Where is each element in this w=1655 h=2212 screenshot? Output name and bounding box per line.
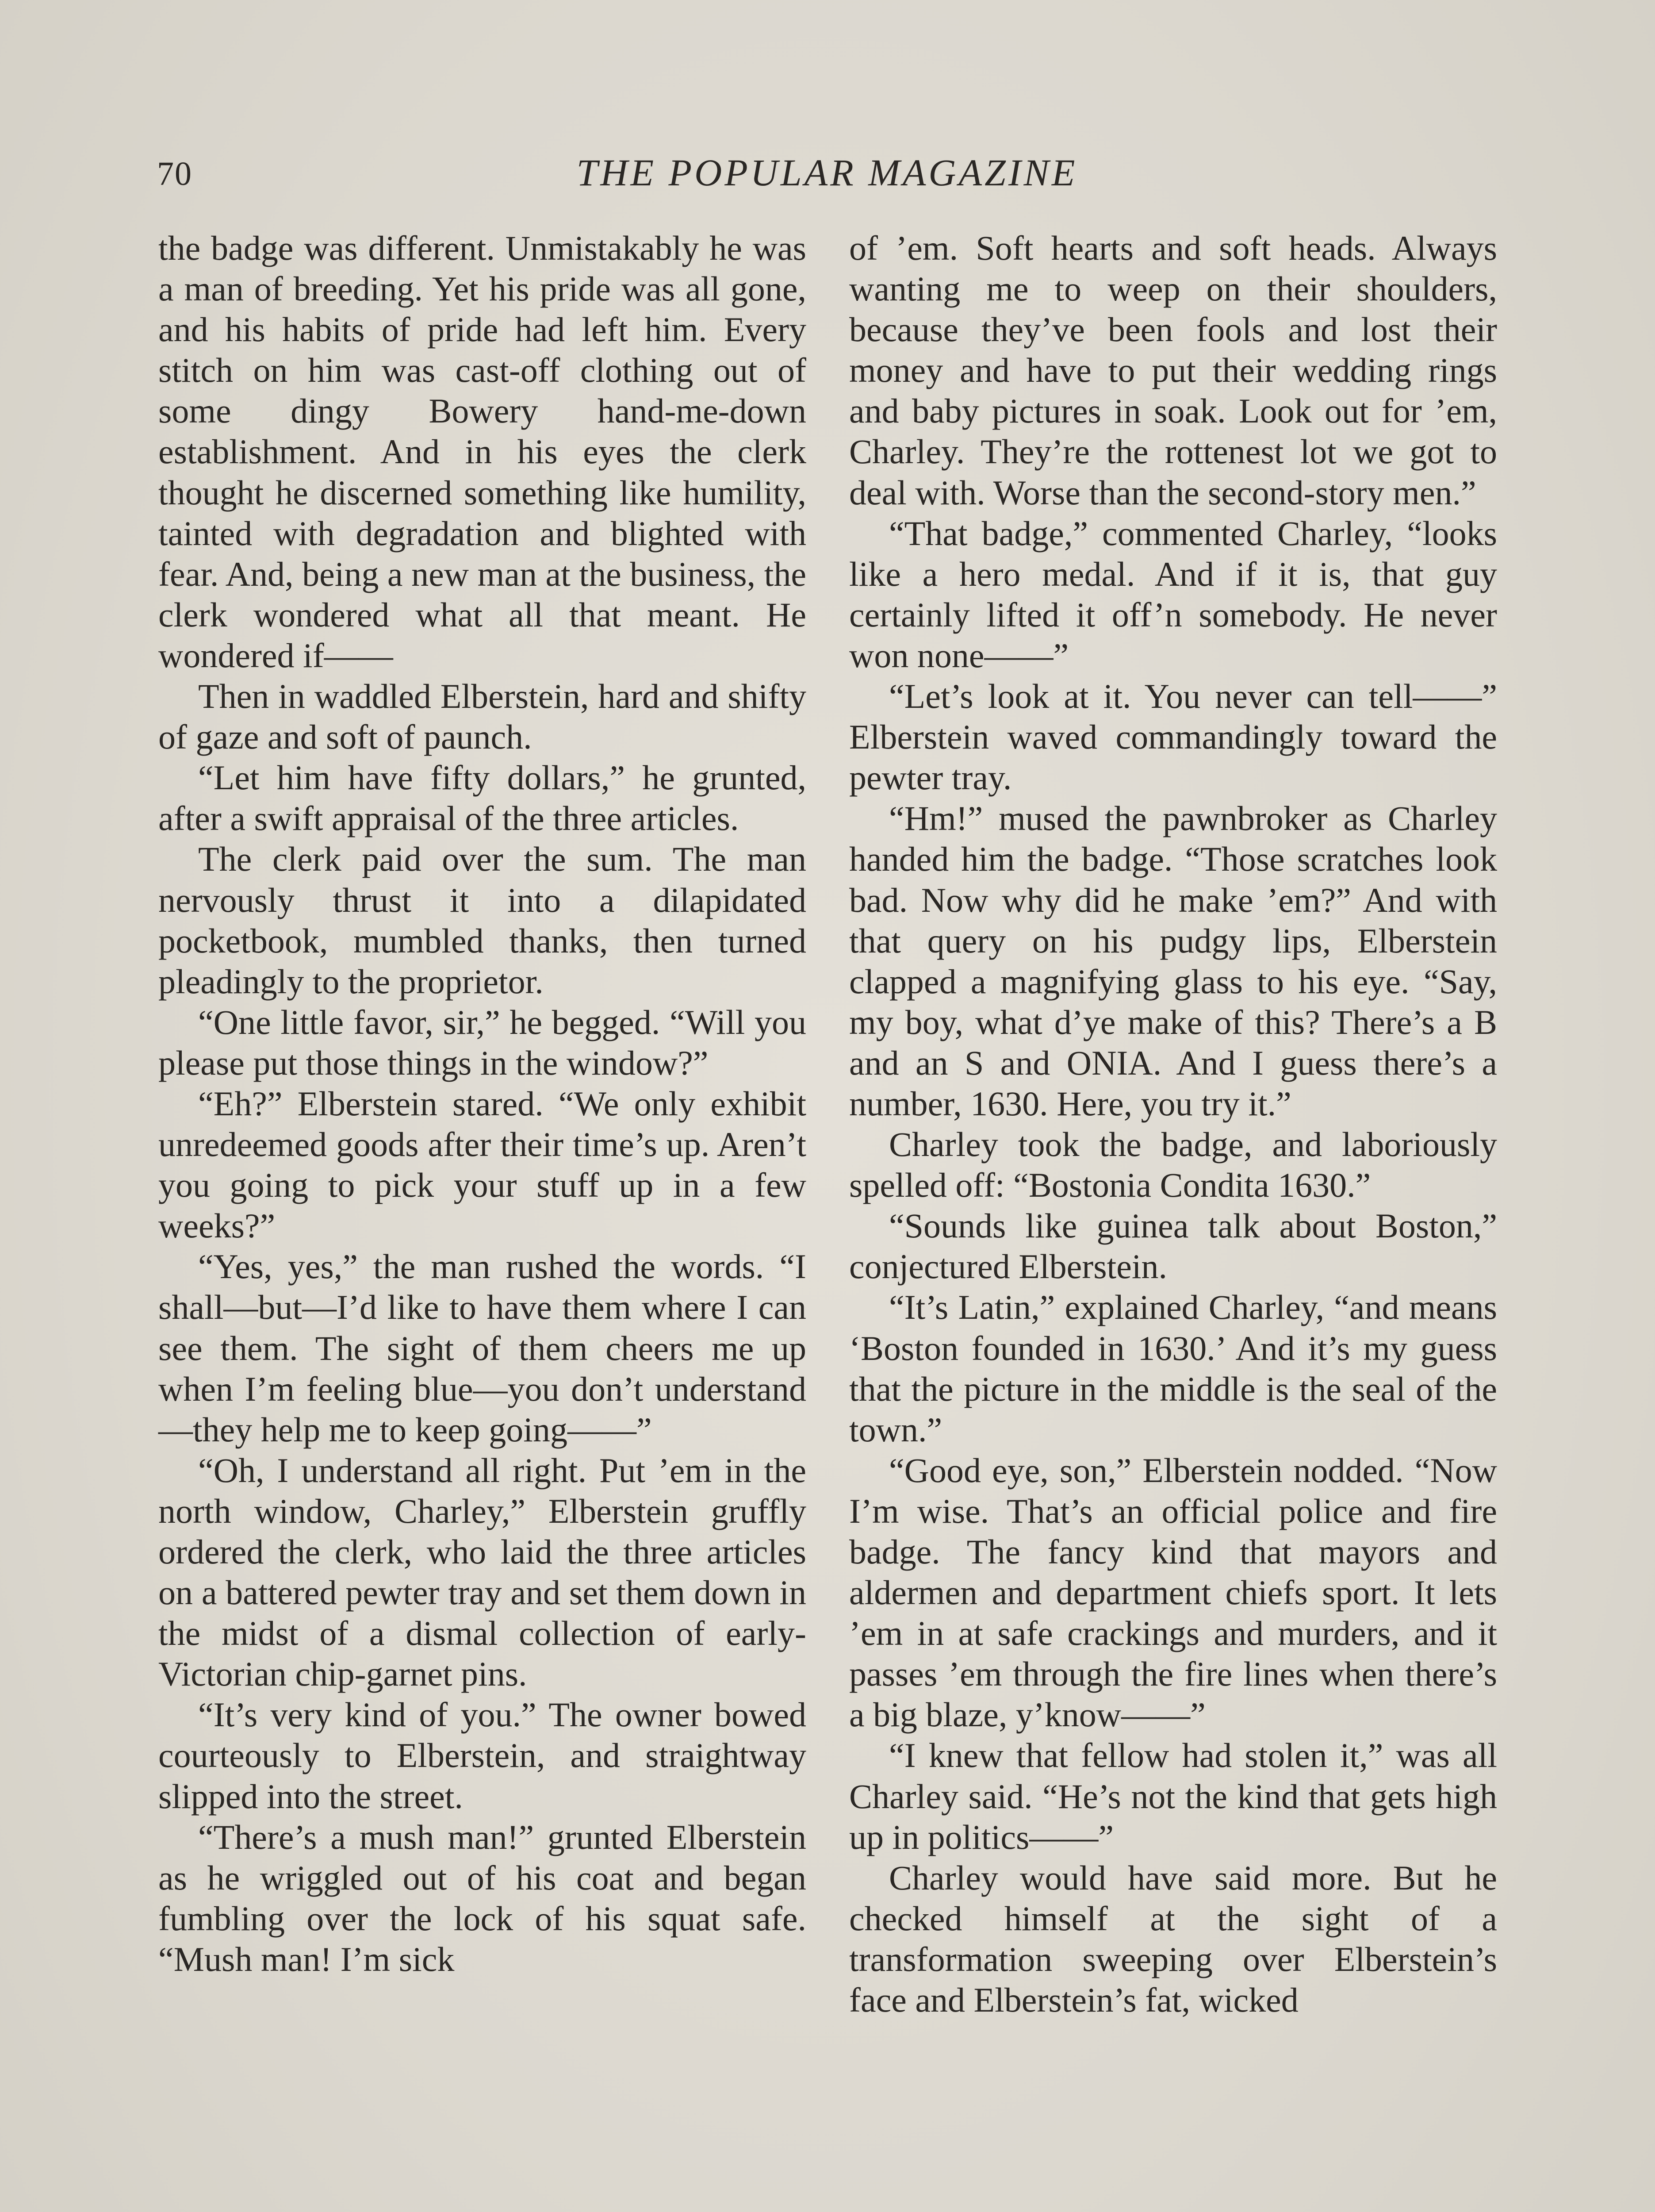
running-title: THE POPULAR MAGAZINE xyxy=(576,151,1078,194)
paragraph: “It’s very kind of you.” The owner bowed courteously to Elberstein, and straightway slipped into the street. xyxy=(158,1695,806,1816)
paragraph: “It’s Latin,” explained Charley, “and means ‘Boston founded in 1630.’ And it’s my guess that the picture in the middle is the seal of the town.” xyxy=(849,1288,1497,1449)
paragraph: the badge was different. Unmistakably he was a man of breeding. Yet his pride was all gone, and his habits of pride had left him. Every stitch on him was cast-off clothing out of some dingy Bowery hand-me-down establishment. And in his eyes the clerk thought he discerned something like humility, tainted with degradation and blighted with fear. And, being a new man at the business, the clerk wondered what all that meant. He wondered if—— xyxy=(158,229,806,675)
paragraph: The clerk paid over the sum. The man nervously thrust it into a dilapidated pocketbook, mumbled thanks, then turned pleadingly to the proprietor. xyxy=(158,840,806,1001)
page-header xyxy=(157,146,1497,212)
paragraph: “That badge,” commented Charley, “looks like a hero medal. And if it is, that guy certainly lifted it off’n somebody. He never won none——” xyxy=(849,514,1497,675)
paragraph: Charley would have said more. But he checked himself at the sight of a transformation sweeping over Elberstein’s face and Elberstein’s fat, wicked xyxy=(849,1858,1497,2020)
left-column xyxy=(158,228,806,1980)
right-column xyxy=(849,228,1497,2020)
paragraph: “Let him have fifty dollars,” he grunted, after a swift appraisal of the three articles. xyxy=(158,758,806,838)
paragraph: Charley took the badge, and laboriously spelled off: “Bostonia Condita 1630.” xyxy=(849,1125,1497,1205)
paragraph: “Hm!” mused the pawnbroker as Charley handed him the badge. “Those scratches look bad. Now why did he make ’em?” And with that query on his pudgy lips, Elberstein clapped a magnifying glass to his eye. “Say, my boy, what d’ye make of this? There’s a B and an S and ONIA. And I guess there’s a number, 1630. Here, you try it.” xyxy=(849,799,1497,1123)
paragraph: “One little favor, sir,” he begged. “Will you please put those things in the window?” xyxy=(158,1002,806,1082)
paragraph: Then in waddled Elberstein, hard and shifty of gaze and soft of paunch. xyxy=(158,677,806,757)
paragraph: “Let’s look at it. You never can tell——” Elberstein waved commandingly toward the pewter tray. xyxy=(849,677,1497,797)
page-number: 70 xyxy=(157,155,192,192)
paragraph: “Yes, yes,” the man rushed the words. “I shall—but—I’d like to have them where I can see them. The sight of them cheers me up when I’m feeling blue—you don’t understand—they help me to keep going——” xyxy=(158,1247,806,1449)
paragraph: “I knew that fellow had stolen it,” was all Charley said. “He’s not the kind that gets high up in politics——” xyxy=(849,1736,1497,1856)
paragraph: of ’em. Soft hearts and soft heads. Always wanting me to weep on their shoulders, because they’ve been fools and lost their money and have to put their wedding rings and baby pictures in soak. Look out for ’em, Charley. They’re the rottenest lot we got to deal with. Worse than the second-story men.” xyxy=(849,229,1497,512)
paragraph: “Eh?” Elberstein stared. “We only exhibit unredeemed goods after their time’s up. Aren’t you going to pick your stuff up in a few weeks?” xyxy=(158,1084,806,1245)
paragraph: “There’s a mush man!” grunted Elberstein as he wriggled out of his coat and began fumbling over the lock of his squat safe. “Mush man! I’m sick xyxy=(158,1817,806,1978)
paragraph: “Oh, I understand all right. Put ’em in the north window, Charley,” Elberstein gruffly ordered the clerk, who laid the three articles on a battered pewter tray and set them down in the midst of a dismal collection of early-Victorian chip-garnet pins. xyxy=(158,1451,806,1694)
paragraph: “Sounds like guinea talk about Boston,” conjectured Elberstein. xyxy=(849,1206,1497,1286)
paragraph: “Good eye, son,” Elberstein nodded. “Now I’m wise. That’s an official police and fire badge. The fancy kind that mayors and aldermen and department chiefs sport. It lets ’em in at safe crackings and murders, and it passes ’em through the fire lines when there’s a big blaze, y’know——” xyxy=(849,1451,1497,1734)
